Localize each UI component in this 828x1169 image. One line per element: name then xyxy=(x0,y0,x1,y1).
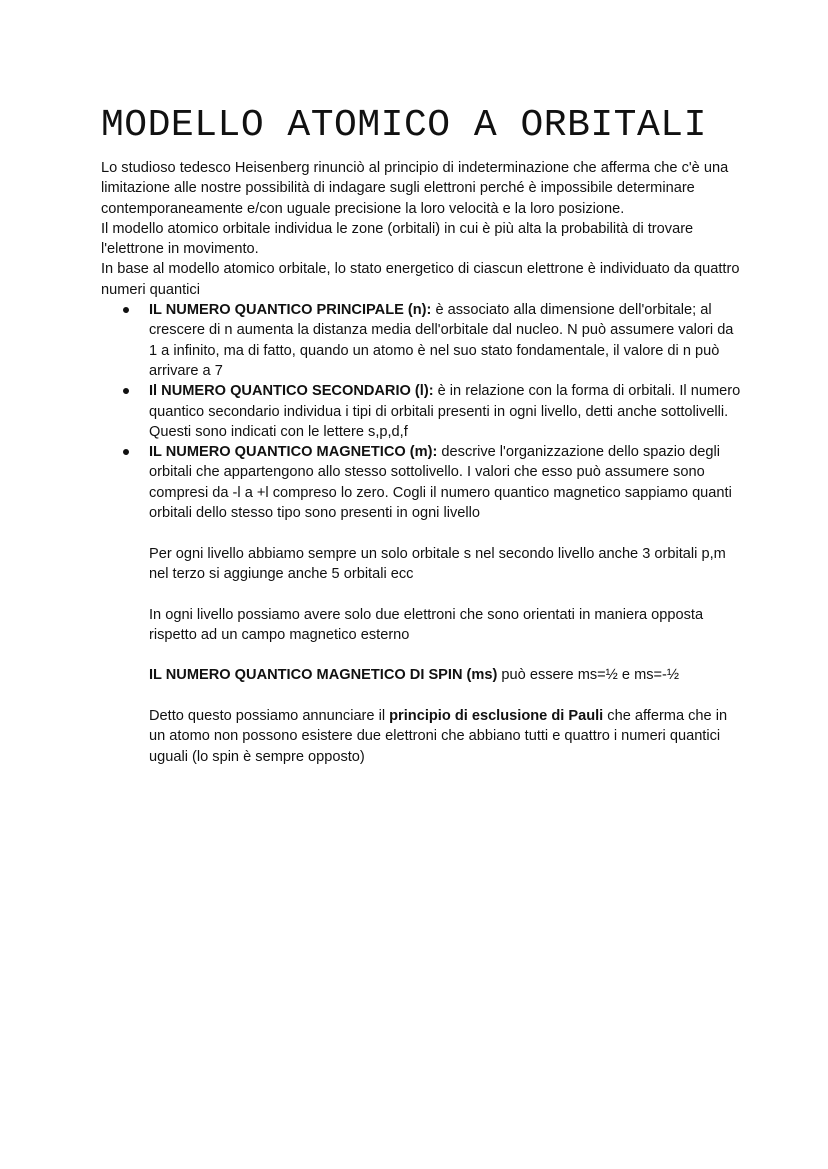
spin-text: può essere ms=½ e ms=-½ xyxy=(497,667,680,684)
pauli-text-before: Detto questo possiamo annunciare il xyxy=(149,708,390,725)
spacer xyxy=(101,584,741,604)
list-item-secondary xyxy=(149,381,741,442)
bullet-text-magnetic: descrive l'organizzazione dello spazio degli orbitali che appartengono allo stesso sottolivello. I valori che esso può assumere sono compresi da -l a +l compreso lo zero. Cogli il numero quantico magnetico sappiamo quanti orbitali dello stesso tipo sono presenti in ogni livello xyxy=(149,444,732,522)
bullet-heading-principal: IL NUMERO QUANTICO PRINCIPALE (n): xyxy=(149,302,432,319)
intro-paragraph-orbital-model: Il modello atomico orbitale individua le zone (orbitali) in cui è più alta la probabilità di trovare l'elettrone in movimento. xyxy=(101,220,694,258)
note-electrons-paragraph: In ogni livello possiamo avere solo due elettroni che sono orientati in maniera opposta rispetto ad un campo magnetico esterno xyxy=(149,606,704,643)
spacer xyxy=(101,523,741,543)
document-body xyxy=(101,158,741,767)
bullet-text-principal: è associato alla dimensione dell'orbitale; al crescere di n aumenta la distanza media dell'orbitale dal nucleo. N può assumere valori da 1 a infinito, ma di fatto, quando un atomo è nel suo stato fondamentale, il valore di n può arrivare a 7 xyxy=(149,302,734,379)
pauli-text-after: che afferma che in un atomo non possono esistere due elettroni che abbiano tutti e quattro i numeri quantici uguali (lo spin è sempre opposto) xyxy=(149,708,728,765)
intro-paragraph-quantum-numbers: In base al modello atomico orbitale, lo stato energetico di ciascun elettrone è individuato da quattro numeri quantici xyxy=(101,261,740,298)
spacer xyxy=(101,645,741,665)
spin-heading: IL NUMERO QUANTICO MAGNETICO DI SPIN (ms) xyxy=(149,667,498,684)
spin-paragraph xyxy=(101,665,741,685)
page-title: MODELLO ATOMICO A ORBITALI xyxy=(101,104,707,147)
bullet-heading-secondary: Il NUMERO QUANTICO SECONDARIO (l): xyxy=(149,383,434,400)
pauli-paragraph xyxy=(101,706,741,767)
quantum-numbers-list xyxy=(101,300,741,523)
bullet-text-secondary: è in relazione con la forma di orbitali. Il numero quantico secondario individua i tipi di orbitali presenti in ogni livello, detti anche sottolivelli. Questi sono indicati con le lettere s,p,d,f xyxy=(149,383,741,440)
intro-paragraph-heisenberg: Lo studioso tedesco Heisenberg rinunciò al principio di indeterminazione che afferma che c'è una limitazione alle nostre possibilità di indagare sugli elettroni perché è impossibile determinare contemporaneamente e/con uguale precisione la loro velocità e la loro posizione. xyxy=(101,160,729,217)
list-item-principal xyxy=(149,300,741,381)
bullet-heading-magnetic: IL NUMERO QUANTICO MAGNETICO (m): xyxy=(149,444,438,461)
note-levels-paragraph: Per ogni livello abbiamo sempre un solo orbitale s nel secondo livello anche 3 orbitali p,m nel terzo si aggiunge anche 5 orbitali ecc xyxy=(149,545,726,582)
bullet-icon xyxy=(123,307,129,313)
bullet-icon xyxy=(123,388,129,394)
list-item-magnetic xyxy=(149,442,741,523)
pauli-principle-name: principio di esclusione di Pauli xyxy=(389,708,604,725)
bullet-icon xyxy=(123,449,129,455)
spacer xyxy=(101,686,741,706)
